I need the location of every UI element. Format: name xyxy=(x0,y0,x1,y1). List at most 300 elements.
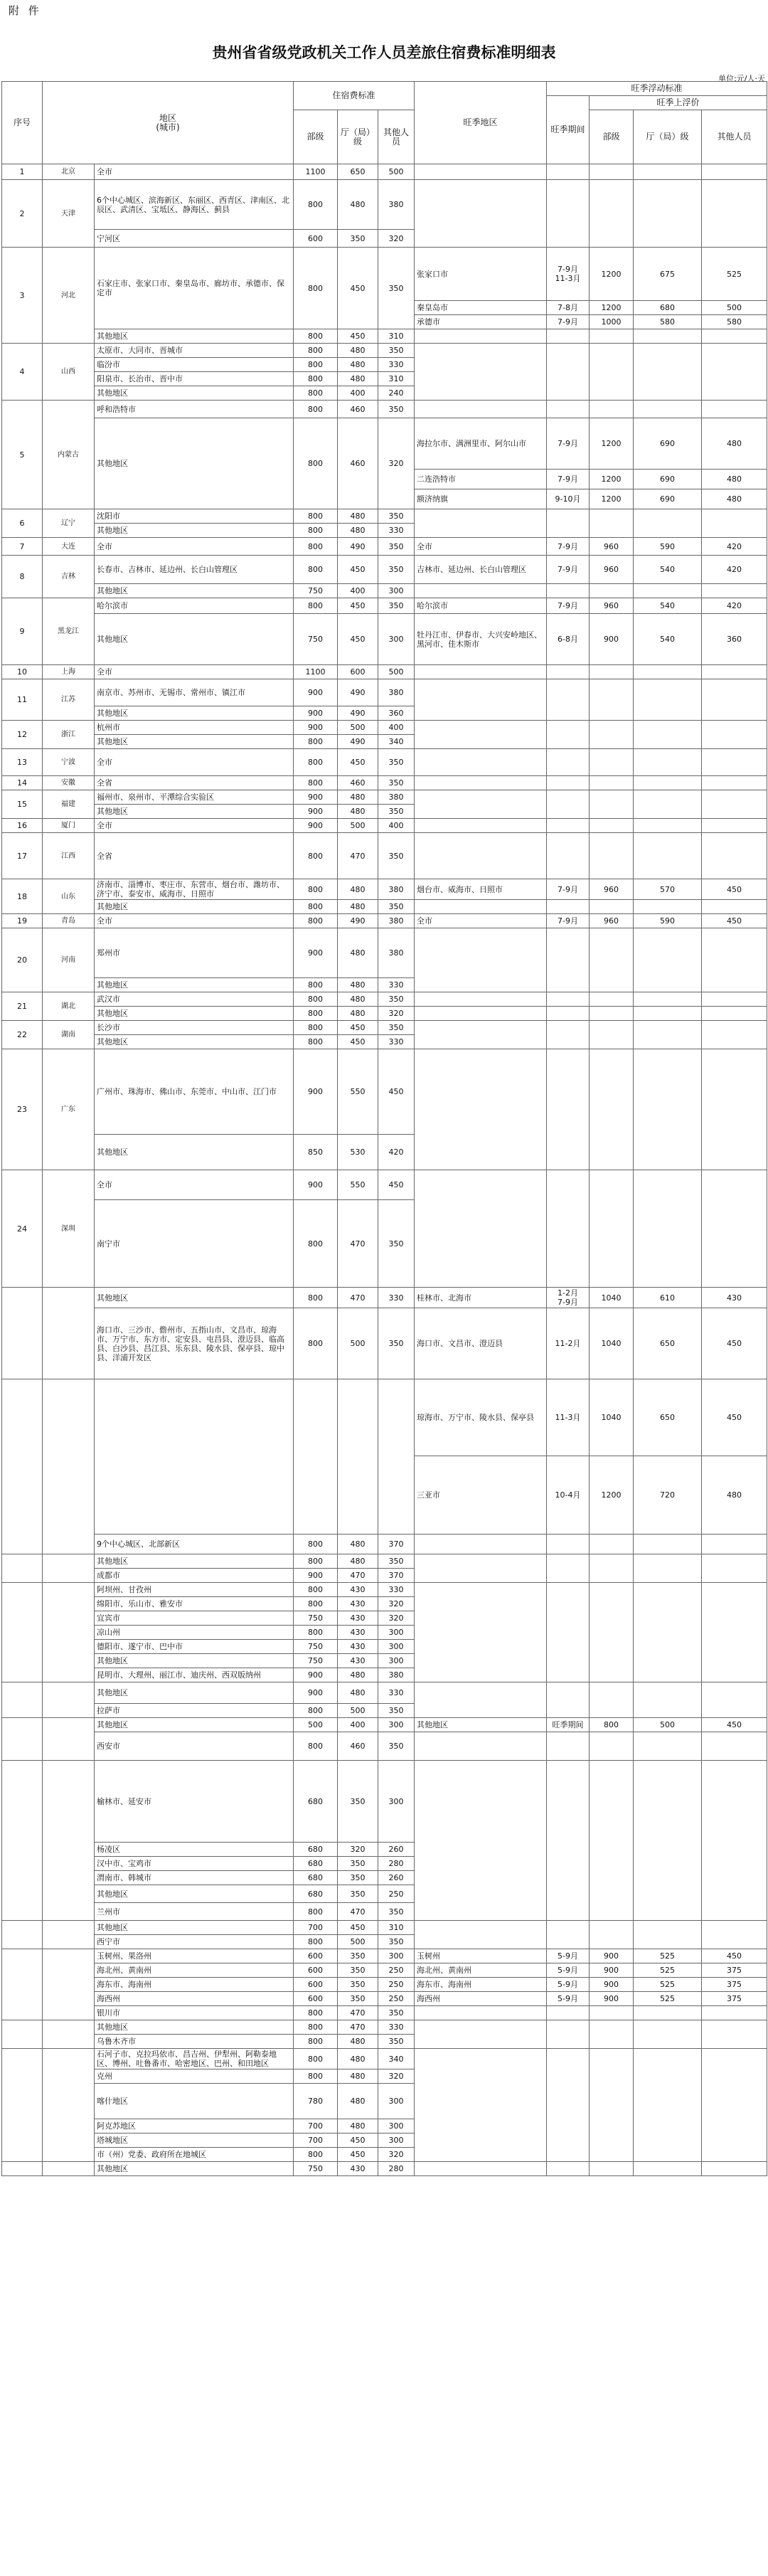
table-row xyxy=(2,180,767,230)
peak-period-cell: 1-2月 7-9月 xyxy=(547,1288,590,1308)
bureau-rate-cell: 480 xyxy=(338,2084,378,2119)
peak-minister-cell xyxy=(590,900,634,914)
minister-rate-cell: 600 xyxy=(294,230,338,248)
peak-area-cell xyxy=(415,900,547,914)
bureau-rate-cell: 480 xyxy=(338,1007,378,1021)
area-cell: 广州市、珠海市、佛山市、东莞市、中山市、江门市 xyxy=(95,1049,294,1135)
other-rate-cell: 300 xyxy=(378,1640,415,1654)
area-cell: 成都市 xyxy=(95,1569,294,1583)
peak-bureau-cell xyxy=(634,928,702,992)
other-rate-cell: 320 xyxy=(378,1611,415,1626)
other-rate-cell: 330 xyxy=(378,1682,415,1704)
area-cell: 郑州市 xyxy=(95,928,294,978)
peak-period-cell: 10-4月 xyxy=(547,1456,590,1535)
peak-other-cell xyxy=(702,1682,767,1718)
seq-cell: 8 xyxy=(2,556,43,598)
area-cell: 塔城地区 xyxy=(95,2134,294,2148)
minister-rate-cell: 800 xyxy=(294,180,338,230)
bureau-rate-cell: 450 xyxy=(338,2148,378,2162)
minister-rate-cell: 800 xyxy=(294,776,338,790)
seq-cell: 15 xyxy=(2,790,43,819)
peak-minister-cell xyxy=(590,679,634,721)
minister-rate-cell: 800 xyxy=(294,1732,338,1761)
table-row xyxy=(2,679,767,706)
peak-bureau-cell xyxy=(634,1732,702,1761)
peak-bureau-cell xyxy=(634,164,702,180)
peak-period-cell: 7-9月 xyxy=(547,914,590,928)
header-standard: 住宿费标准 xyxy=(294,82,415,110)
peak-minister-cell xyxy=(590,1732,634,1761)
area-cell: 海西州 xyxy=(95,1992,294,2006)
other-rate-cell: 300 xyxy=(378,614,415,665)
other-rate-cell: 420 xyxy=(378,1135,415,1170)
other-rate-cell: 260 xyxy=(378,1843,415,1857)
header-peak-other: 其他人员 xyxy=(702,110,767,164)
peak-minister-cell: 800 xyxy=(590,1718,634,1732)
peak-bureau-cell: 540 xyxy=(634,614,702,665)
seq-cell: 16 xyxy=(2,819,43,833)
peak-bureau-cell xyxy=(634,1583,702,1682)
seq-cell: 1 xyxy=(2,164,43,180)
peak-bureau-cell: 690 xyxy=(634,489,702,509)
peak-period-cell xyxy=(547,721,590,749)
peak-minister-cell: 960 xyxy=(590,598,634,614)
peak-other-cell xyxy=(702,1732,767,1761)
minister-rate-cell: 680 xyxy=(294,1857,338,1871)
peak-minister-cell: 1040 xyxy=(590,1288,634,1308)
peak-period-cell xyxy=(547,665,590,679)
peak-other-cell xyxy=(702,1583,767,1682)
area-cell: 银川市 xyxy=(95,2006,294,2020)
bureau-rate-cell: 450 xyxy=(338,1021,378,1035)
peak-bureau-cell xyxy=(634,584,702,598)
peak-bureau-cell xyxy=(634,1921,702,1949)
bureau-rate-cell: 480 xyxy=(338,1554,378,1569)
peak-minister-cell xyxy=(590,749,634,776)
peak-minister-cell: 960 xyxy=(590,914,634,928)
peak-area-cell: 承德市 xyxy=(415,315,547,329)
area-cell: 太原市、大同市、晋城市 xyxy=(95,344,294,358)
area-cell: 绵阳市、乐山市、雅安市 xyxy=(95,1597,294,1611)
other-rate-cell: 450 xyxy=(378,1049,415,1135)
bureau-rate-cell: 480 xyxy=(338,790,378,805)
peak-period-cell xyxy=(547,329,590,344)
bureau-rate-cell: 400 xyxy=(338,584,378,598)
other-rate-cell: 350 xyxy=(378,2035,415,2049)
bureau-rate-cell: 470 xyxy=(338,2020,378,2035)
peak-period-cell xyxy=(547,1007,590,1021)
other-rate-cell: 250 xyxy=(378,1885,415,1903)
minister-rate-cell: 780 xyxy=(294,2084,338,2119)
table-row xyxy=(2,1732,767,1761)
province-cell: 湖北 xyxy=(43,992,95,1021)
unit-note: 单位:元/人·天 xyxy=(718,74,765,83)
peak-period-cell: 7-9月 xyxy=(547,538,590,556)
area-cell: 榆林市、延安市 xyxy=(95,1761,294,1843)
other-rate-cell: 350 xyxy=(378,1308,415,1379)
bureau-rate-cell: 480 xyxy=(338,900,378,914)
bureau-rate-cell: 500 xyxy=(338,1935,378,1949)
peak-area-cell xyxy=(415,679,547,721)
minister-rate-cell: 800 xyxy=(294,1200,338,1288)
table-row xyxy=(2,900,767,914)
minister-rate-cell: 900 xyxy=(294,679,338,706)
minister-rate-cell: 600 xyxy=(294,1963,338,1978)
peak-other-cell xyxy=(702,509,767,538)
other-rate-cell: 330 xyxy=(378,1288,415,1308)
area-cell xyxy=(95,1379,294,1535)
bureau-rate-cell: 480 xyxy=(338,978,378,992)
peak-area-cell xyxy=(415,2162,547,2176)
area-cell: 其他地区 xyxy=(95,900,294,914)
table-row xyxy=(2,2020,767,2035)
header-seq: 序号 xyxy=(2,82,43,164)
minister-rate-cell: 800 xyxy=(294,1535,338,1554)
header-peak-period: 旺季期间 xyxy=(547,96,590,164)
peak-period-cell: 5-9月 xyxy=(547,1963,590,1978)
minister-rate-cell: 680 xyxy=(294,1843,338,1857)
minister-rate-cell: 700 xyxy=(294,2119,338,2134)
bureau-rate-cell: 500 xyxy=(338,721,378,735)
area-cell: 乌鲁木齐市 xyxy=(95,2035,294,2049)
peak-other-cell: 430 xyxy=(702,1288,767,1308)
bureau-rate-cell: 470 xyxy=(338,1200,378,1288)
minister-rate-cell: 800 xyxy=(294,358,338,372)
bureau-rate-cell: 450 xyxy=(338,556,378,584)
other-rate-cell: 240 xyxy=(378,386,415,401)
peak-other-cell xyxy=(702,329,767,344)
peak-area-cell xyxy=(415,992,547,1007)
bureau-rate-cell: 480 xyxy=(338,1535,378,1554)
other-rate-cell: 300 xyxy=(378,2119,415,2134)
peak-period-cell: 7-9月 xyxy=(547,598,590,614)
peak-area-cell xyxy=(415,833,547,879)
other-rate-cell: 350 xyxy=(378,1935,415,1949)
minister-rate-cell: 800 xyxy=(294,524,338,538)
peak-period-cell xyxy=(547,344,590,401)
peak-bureau-cell: 525 xyxy=(634,1963,702,1978)
minister-rate-cell: 800 xyxy=(294,1288,338,1308)
table-row xyxy=(2,1170,767,1200)
other-rate-cell: 280 xyxy=(378,2162,415,2176)
other-rate-cell: 250 xyxy=(378,1963,415,1978)
peak-minister-cell: 1200 xyxy=(590,470,634,489)
other-rate-cell: 380 xyxy=(378,679,415,706)
table-row xyxy=(2,1992,767,2006)
peak-bureau-cell: 590 xyxy=(634,914,702,928)
other-rate-cell: 350 xyxy=(378,992,415,1007)
peak-bureau-cell: 580 xyxy=(634,315,702,329)
peak-period-cell xyxy=(547,1921,590,1949)
peak-other-cell xyxy=(702,900,767,914)
peak-area-cell: 桂林市、北海市 xyxy=(415,1288,547,1308)
peak-other-cell: 525 xyxy=(702,248,767,301)
peak-bureau-cell xyxy=(634,344,702,401)
peak-period-cell xyxy=(547,928,590,992)
peak-period-cell xyxy=(547,900,590,914)
peak-period-cell xyxy=(547,1049,590,1170)
peak-other-cell xyxy=(702,1007,767,1021)
table-row xyxy=(2,665,767,679)
bureau-rate-cell: 600 xyxy=(338,665,378,679)
province-cell xyxy=(43,1682,95,1718)
bureau-rate-cell: 320 xyxy=(338,1843,378,1857)
peak-minister-cell xyxy=(590,1170,634,1288)
area-cell: 哈尔滨市 xyxy=(95,598,294,614)
peak-other-cell: 375 xyxy=(702,1963,767,1978)
minister-rate-cell: 750 xyxy=(294,1611,338,1626)
minister-rate-cell: 750 xyxy=(294,614,338,665)
minister-rate-cell: 800 xyxy=(294,900,338,914)
peak-minister-cell xyxy=(590,2020,634,2049)
minister-rate-cell: 750 xyxy=(294,1654,338,1668)
peak-bureau-cell xyxy=(634,401,702,418)
peak-period-cell: 11-3月 xyxy=(547,1379,590,1456)
seq-cell: 7 xyxy=(2,538,43,556)
peak-other-cell: 480 xyxy=(702,470,767,489)
seq-cell: 4 xyxy=(2,344,43,401)
peak-minister-cell: 1200 xyxy=(590,489,634,509)
area-cell: 宜宾市 xyxy=(95,1611,294,1626)
peak-period-cell: 11-2月 xyxy=(547,1308,590,1379)
area-cell: 济南市、淄博市、枣庄市、东营市、烟台市、潍坊市、济宁市、泰安市、威海市、日照市 xyxy=(95,879,294,900)
province-cell: 浙江 xyxy=(43,721,95,749)
bureau-rate-cell: 430 xyxy=(338,1611,378,1626)
peak-area-cell: 二连浩特市 xyxy=(415,470,547,489)
seq-cell: 10 xyxy=(2,665,43,679)
peak-bureau-cell: 690 xyxy=(634,418,702,470)
table-row xyxy=(2,1007,767,1021)
minister-rate-cell: 800 xyxy=(294,1583,338,1597)
header-peak-float: 旺季浮动标准 xyxy=(547,82,767,96)
other-rate-cell: 300 xyxy=(378,584,415,598)
peak-bureau-cell: 525 xyxy=(634,1949,702,1963)
peak-minister-cell xyxy=(590,1682,634,1718)
peak-period-cell xyxy=(547,1170,590,1288)
peak-area-cell xyxy=(415,1535,547,1554)
province-cell: 辽宁 xyxy=(43,509,95,538)
province-cell: 宁波 xyxy=(43,749,95,776)
bureau-rate-cell: 480 xyxy=(338,2035,378,2049)
minister-rate-cell: 700 xyxy=(294,1921,338,1935)
other-rate-cell: 350 xyxy=(378,598,415,614)
area-cell: 其他地区 xyxy=(95,1554,294,1569)
peak-other-cell xyxy=(702,1535,767,1554)
peak-minister-cell xyxy=(590,2162,634,2176)
other-rate-cell: 380 xyxy=(378,1668,415,1682)
province-cell: 江西 xyxy=(43,833,95,879)
seq-cell: 17 xyxy=(2,833,43,879)
peak-minister-cell: 960 xyxy=(590,556,634,584)
table-row xyxy=(2,1978,767,1992)
bureau-rate-cell: 350 xyxy=(338,1992,378,2006)
seq-cell: 3 xyxy=(2,248,43,344)
minister-rate-cell: 800 xyxy=(294,749,338,776)
seq-cell: 20 xyxy=(2,928,43,992)
other-rate-cell: 320 xyxy=(378,2148,415,2162)
area-cell: 武汉市 xyxy=(95,992,294,1007)
peak-area-cell xyxy=(415,749,547,776)
peak-area-cell xyxy=(415,1554,547,1583)
peak-minister-cell: 900 xyxy=(590,1949,634,1963)
bureau-rate-cell: 480 xyxy=(338,372,378,386)
province-cell xyxy=(43,1583,95,1682)
peak-minister-cell xyxy=(590,1761,634,1921)
minister-rate-cell: 680 xyxy=(294,1885,338,1903)
peak-bureau-cell xyxy=(634,819,702,833)
other-rate-cell: 350 xyxy=(378,1732,415,1761)
minister-rate-cell: 900 xyxy=(294,706,338,721)
area-cell: 凉山州 xyxy=(95,1626,294,1640)
peak-area-cell: 额济纳旗 xyxy=(415,489,547,509)
peak-minister-cell: 1040 xyxy=(590,1308,634,1379)
area-cell: 其他地区 xyxy=(95,1682,294,1704)
province-cell: 北京 xyxy=(43,164,95,180)
minister-rate-cell: 750 xyxy=(294,2162,338,2176)
peak-area-cell xyxy=(415,1049,547,1170)
minister-rate-cell: 800 xyxy=(294,401,338,418)
peak-bureau-cell xyxy=(634,1170,702,1288)
table-row xyxy=(2,819,767,833)
peak-area-cell: 全市 xyxy=(415,914,547,928)
table-row xyxy=(2,556,767,584)
peak-area-cell: 全市 xyxy=(415,538,547,556)
other-rate-cell: 320 xyxy=(378,1007,415,1021)
province-cell: 河北 xyxy=(43,248,95,344)
peak-other-cell xyxy=(702,790,767,819)
other-rate-cell: 350 xyxy=(378,556,415,584)
seq-cell: 12 xyxy=(2,721,43,749)
peak-period-cell: 7-9月 11-3月 xyxy=(547,248,590,301)
bureau-rate-cell: 470 xyxy=(338,2006,378,2020)
peak-area-cell xyxy=(415,665,547,679)
area-cell: 其他地区 xyxy=(95,1035,294,1049)
minister-rate-cell: 1100 xyxy=(294,164,338,180)
other-rate-cell: 320 xyxy=(378,1597,415,1611)
area-cell: 其他地区 xyxy=(95,1135,294,1170)
bureau-rate-cell: 500 xyxy=(338,1308,378,1379)
area-cell: 其他地区 xyxy=(95,1718,294,1732)
peak-bureau-cell: 590 xyxy=(634,538,702,556)
peak-bureau-cell: 650 xyxy=(634,1308,702,1379)
peak-minister-cell xyxy=(590,721,634,749)
peak-area-cell: 哈尔滨市 xyxy=(415,598,547,614)
peak-other-cell xyxy=(702,679,767,721)
seq-cell: 9 xyxy=(2,598,43,665)
area-cell: 其他地区 xyxy=(95,1654,294,1668)
peak-area-cell: 三亚市 xyxy=(415,1456,547,1535)
bureau-rate-cell: 530 xyxy=(338,1135,378,1170)
other-rate-cell: 350 xyxy=(378,509,415,524)
seq-cell: 13 xyxy=(2,749,43,776)
minister-rate-cell: 900 xyxy=(294,819,338,833)
header-peak-area: 旺季地区 xyxy=(415,82,547,164)
bureau-rate-cell: 470 xyxy=(338,1903,378,1921)
peak-other-cell: 480 xyxy=(702,1456,767,1535)
other-rate-cell: 350 xyxy=(378,776,415,790)
other-rate-cell: 360 xyxy=(378,706,415,721)
peak-bureau-cell xyxy=(634,1554,702,1583)
bureau-rate-cell: 430 xyxy=(338,1654,378,1668)
province-cell: 内蒙古 xyxy=(43,401,95,509)
peak-other-cell: 480 xyxy=(702,418,767,470)
table-row xyxy=(2,721,767,735)
minister-rate-cell: 800 xyxy=(294,1704,338,1718)
peak-minister-cell xyxy=(590,2006,634,2020)
area-cell: 其他地区 xyxy=(95,614,294,665)
bureau-rate-cell: 490 xyxy=(338,735,378,749)
peak-area-cell: 牡丹江市、伊春市、大兴安岭地区、黑河市、佳木斯市 xyxy=(415,614,547,665)
bureau-rate-cell: 470 xyxy=(338,833,378,879)
header-peak-minister: 部级 xyxy=(590,110,634,164)
table-row xyxy=(2,879,767,900)
peak-bureau-cell xyxy=(634,749,702,776)
area-cell: 南京市、苏州市、无锡市、常州市、镇江市 xyxy=(95,679,294,706)
area-cell: 其他地区 xyxy=(95,2162,294,2176)
other-rate-cell: 260 xyxy=(378,1871,415,1885)
other-rate-cell: 500 xyxy=(378,665,415,679)
province-cell: 江苏 xyxy=(43,679,95,721)
peak-other-cell xyxy=(702,776,767,790)
peak-minister-cell xyxy=(590,833,634,879)
minister-rate-cell: 600 xyxy=(294,1992,338,2006)
bureau-rate-cell: 480 xyxy=(338,1668,378,1682)
peak-other-cell xyxy=(702,180,767,248)
bureau-rate-cell: 490 xyxy=(338,706,378,721)
peak-bureau-cell xyxy=(634,1682,702,1718)
peak-area-cell: 张家口市 xyxy=(415,248,547,301)
minister-rate-cell: 800 xyxy=(294,879,338,900)
other-rate-cell: 310 xyxy=(378,372,415,386)
peak-other-cell xyxy=(702,2006,767,2020)
peak-minister-cell xyxy=(590,1007,634,1021)
peak-area-cell xyxy=(415,1583,547,1682)
minister-rate-cell: 800 xyxy=(294,1007,338,1021)
bureau-rate-cell: 450 xyxy=(338,329,378,344)
peak-minister-cell: 1040 xyxy=(590,1379,634,1456)
area-cell: 其他地区 xyxy=(95,1885,294,1903)
peak-period-cell: 7-8月 xyxy=(547,301,590,315)
peak-area-cell: 海东市、海南州 xyxy=(415,1978,547,1992)
peak-area-cell xyxy=(415,329,547,344)
minister-rate-cell: 1100 xyxy=(294,665,338,679)
table-row xyxy=(2,1963,767,1978)
peak-minister-cell: 1200 xyxy=(590,248,634,301)
header-area: 地区 (城市) xyxy=(43,82,294,164)
other-rate-cell: 500 xyxy=(378,164,415,180)
peak-minister-cell xyxy=(590,665,634,679)
seq-cell: 23 xyxy=(2,1049,43,1170)
bureau-rate-cell: 480 xyxy=(338,2069,378,2084)
peak-area-cell xyxy=(415,1732,547,1761)
bureau-rate-cell: 450 xyxy=(338,2134,378,2148)
minister-rate-cell: 750 xyxy=(294,584,338,598)
peak-bureau-cell xyxy=(634,180,702,248)
area-cell: 西安市 xyxy=(95,1732,294,1761)
other-rate-cell: 300 xyxy=(378,1718,415,1732)
table-row xyxy=(2,1288,767,1308)
peak-other-cell: 580 xyxy=(702,315,767,329)
area-cell: 阿克苏地区 xyxy=(95,2119,294,2134)
peak-area-cell xyxy=(415,164,547,180)
bureau-rate-cell: 480 xyxy=(338,928,378,978)
peak-minister-cell xyxy=(590,509,634,538)
other-rate-cell: 250 xyxy=(378,1978,415,1992)
table-row xyxy=(2,1535,767,1554)
peak-other-cell: 480 xyxy=(702,489,767,509)
other-rate-cell: 320 xyxy=(378,418,415,509)
other-rate-cell: 370 xyxy=(378,1535,415,1554)
